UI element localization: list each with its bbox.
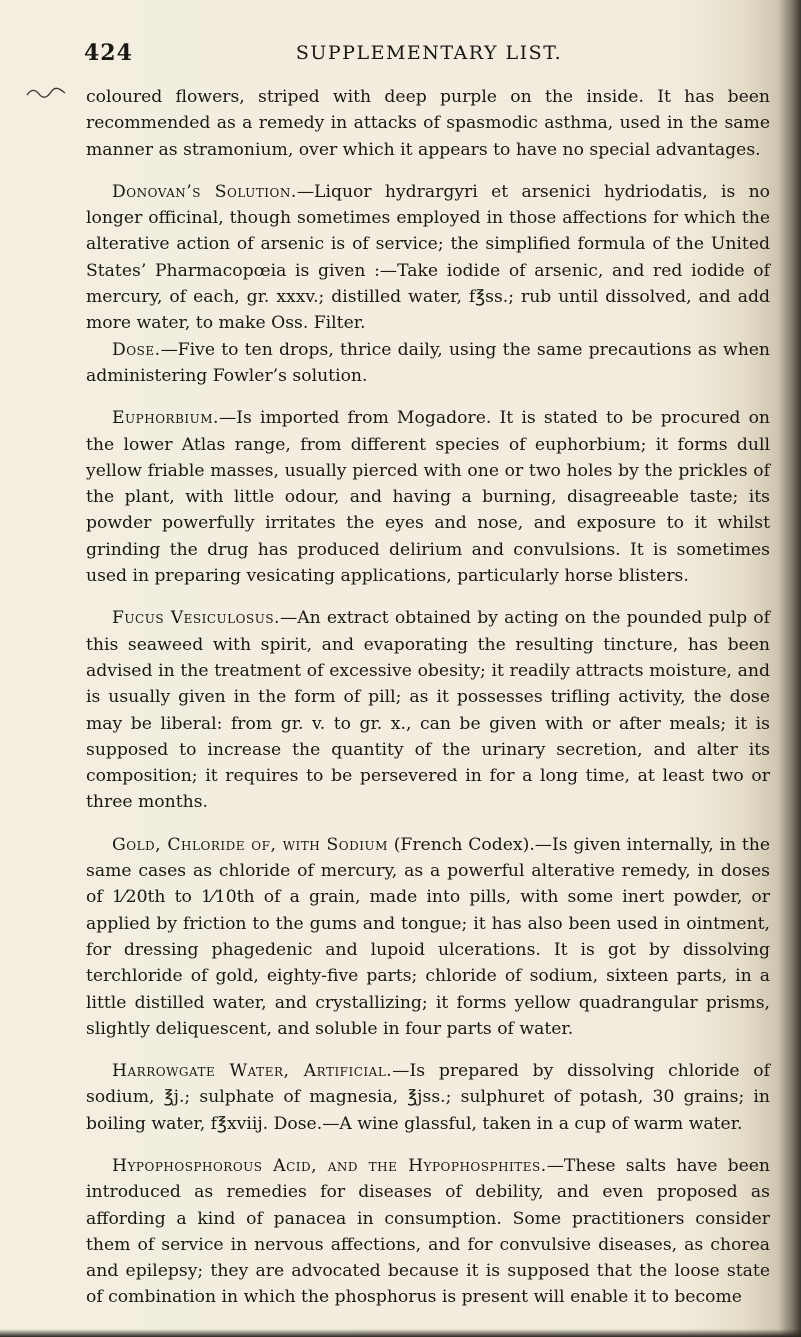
margin-squiggle-mark <box>26 86 66 100</box>
entry-term: Donovan’s Solution. <box>112 181 297 202</box>
entry-text: —An extract obtained by acting on the pounded pulp of this seaweed with spirit, and evaporating the resulting tincture, has been advised in the treatment of excessive obesity; it readily attracts moisture, and is usually given in the form of pill; as it possesses trifling activity, the dose may be liberal: from gr. v. to gr. x., can be given with or after meals; it is supposed to increase the quantity of the urinary secretion, and alter its composition; it requires to be persevered in for a long time, at least two or three months. <box>86 608 770 813</box>
entry-gold-chloride <box>86 832 770 1042</box>
entry-text: —Is prepared by dissolving chloride of sodium, ℥j.; sulphate of magnesia, ℥jss.; sulphuret of potash, 30 grains; in boiling water, f℥xviij. Dose.—A wine glassful, taken in a cup of warm water. <box>86 1061 770 1134</box>
paragraph-text: coloured flowers, striped with deep purple on the inside. It has been recommended as a remedy in attacks of spasmodic asthma, used in the same manner as stramonium, over which it appears to have no special advantages. <box>86 87 770 160</box>
entry-harrowgate-water <box>86 1058 770 1137</box>
entry-term: Harrowgate Water, Artificial. <box>112 1061 393 1082</box>
entry-hypophosphorous-acid <box>86 1153 770 1311</box>
body-text <box>86 84 770 1327</box>
entry-dose <box>86 337 770 390</box>
paragraph-continuation <box>86 84 770 163</box>
entry-term: Dose. <box>112 339 161 360</box>
entry-text: —Five to ten drops, thrice daily, using the same precautions as when administering Fowler’s solution. <box>86 339 770 386</box>
entry-term: Euphorbium. <box>112 408 219 429</box>
entry-text: (French Codex).—Is given internally, in the same cases as chloride of mercury, as a powerful alterative remedy, in doses of 1⁄20th to 1⁄10th of a grain, made into pills, with some inert powder, or applied by friction to the gums and tongue; it has also been used in ointment, for dressing phagedenic and lupoid ulcerations. It is got by dissolving terchloride of gold, eighty-five parts; chloride of sodium, sixteen parts, in a little distilled water, and crystallizing; it forms yellow quadrangular prisms, slightly deliquescent, and soluble in four parts of water. <box>86 834 770 1039</box>
entry-text: —Liquor hydrargyri et arsenici hydriodatis, is no longer officinal, though sometimes employed in those affections for which the alterative action of arsenic is of service; the simplified formula of the United States’ Pharmacopœia is given :—Take iodide of arsenic, and red iodide of mercury, of each, gr. xxxv.; distilled water, f℥ss.; rub until dissolved, and add more water, to make Oss. Filter. <box>86 181 771 334</box>
entry-donovans-solution <box>86 179 770 337</box>
page-header <box>84 40 774 70</box>
page-number: 424 <box>84 40 133 66</box>
entry-text: —These salts have been introduced as remedies for diseases of debility, and even proposed as affording a kind of panacea in consumption. Some practitioners consider them of service in nervous affections, and for convulsive diseases, as chorea and epilepsy; they are advocated because it is supposed that the loose state of combination in which the phosphorus is present will enable it to become <box>86 1155 770 1308</box>
page-bottom-edge <box>0 1329 801 1337</box>
entry-term: Gold, Chloride of, with Sodium <box>112 834 388 855</box>
entry-text: —Is imported from Mogadore. It is stated to be procured on the lower Atlas range, from different species of euphorbium; it forms dull yellow friable masses, usually pierced with one or two holes by the prickles of the plant, with little odour, and having a burning, disagreeable taste; its powder powerfully irritates the eyes and nose, and exposure to it whilst grinding the drug has produced delirium and convulsions. It is sometimes used in preparing vesicating applications, particularly horse blisters. <box>86 408 770 587</box>
entry-term: Hypophosphorous Acid, and the Hypophosphites. <box>112 1155 547 1176</box>
entry-euphorbium <box>86 405 770 589</box>
page-edge-shadow <box>779 0 801 1337</box>
entry-fucus-vesiculosus <box>86 605 770 815</box>
running-title: SUPPLEMENTARY LIST. <box>295 42 563 64</box>
entry-term: Fucus Vesiculosus. <box>112 608 280 629</box>
